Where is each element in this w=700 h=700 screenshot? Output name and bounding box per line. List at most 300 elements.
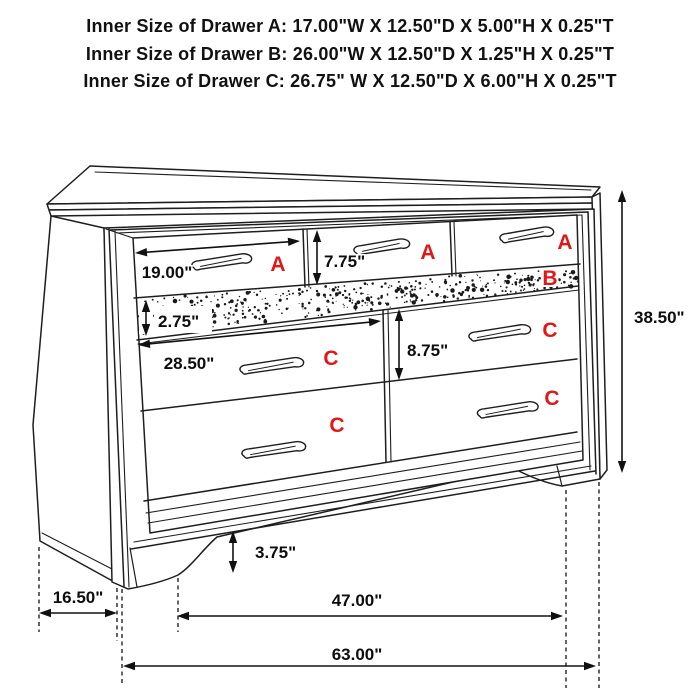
jewel-speckle xyxy=(343,304,344,305)
jewel-speckle xyxy=(242,317,244,319)
jewel-speckle xyxy=(569,273,571,275)
jewel-speckle xyxy=(342,294,344,296)
jewel-speckle xyxy=(245,316,246,317)
jewel-speckle xyxy=(368,300,370,302)
jewel-speckle xyxy=(367,284,368,285)
jewel-speckle xyxy=(344,296,347,299)
jewel-speckle xyxy=(349,300,351,302)
jewel-speckle xyxy=(515,291,517,293)
jewel-speckle xyxy=(504,282,505,283)
jewel-speckle xyxy=(577,280,579,282)
jewel-speckle xyxy=(355,309,356,310)
arrowhead xyxy=(123,662,135,670)
jewel-speckle xyxy=(265,307,268,310)
jewel-speckle xyxy=(367,294,368,295)
jewel-speckle xyxy=(332,302,334,304)
jewel-speckle xyxy=(197,302,199,304)
jewel-speckle xyxy=(487,289,489,291)
jewel-speckle xyxy=(573,277,575,279)
arrowhead xyxy=(177,612,189,620)
jewel-speckle xyxy=(367,302,368,303)
jewel-speckle xyxy=(355,292,357,294)
jewel-speckle xyxy=(431,290,434,293)
jewel-speckle xyxy=(230,314,231,315)
jewel-speckle xyxy=(507,293,508,294)
jewel-speckle xyxy=(212,326,213,327)
jewel-speckle xyxy=(269,305,271,307)
jewel-speckle xyxy=(228,317,229,318)
jewel-speckle xyxy=(527,275,529,277)
jewel-speckle xyxy=(425,284,426,285)
jewel-speckle xyxy=(289,293,291,295)
jewel-speckle xyxy=(217,299,219,301)
jewel-speckle xyxy=(337,289,339,291)
dimension-label-drawer-c-height: 8.75" xyxy=(407,341,449,360)
jewel-speckle xyxy=(254,316,257,319)
jewel-speckle xyxy=(429,278,431,280)
jewel-speckle xyxy=(431,281,433,283)
jewel-speckle xyxy=(494,282,495,283)
jewel-speckle xyxy=(226,292,228,294)
jewel-speckle xyxy=(464,276,465,277)
jewel-speckle xyxy=(569,284,574,289)
jewel-speckle xyxy=(563,273,566,276)
jewel-speckle xyxy=(528,282,530,284)
jewel-speckle xyxy=(214,295,215,296)
jewel-speckle xyxy=(524,278,527,281)
jewel-speckle xyxy=(243,298,246,301)
jewel-speckle xyxy=(471,279,473,281)
jewel-speckle xyxy=(347,307,348,308)
jewel-speckle xyxy=(415,280,417,282)
jewel-speckle xyxy=(465,282,466,283)
header-line-drawer-a: Inner Size of Drawer A: 17.00"W X 12.50"D X 5.00"H X 0.25"T xyxy=(86,16,614,36)
jewel-speckle xyxy=(184,294,187,297)
jewel-speckle xyxy=(265,298,267,300)
drawer-letter-c: C xyxy=(542,319,558,342)
jewel-speckle xyxy=(173,299,178,304)
jewel-speckle xyxy=(336,301,337,302)
jewel-speckle xyxy=(298,288,301,291)
jewel-speckle xyxy=(519,279,523,283)
jewel-speckle xyxy=(288,290,290,292)
jewel-speckle xyxy=(486,284,487,285)
jewel-speckle xyxy=(522,275,523,276)
jewel-speckle xyxy=(235,304,238,307)
jewel-speckle xyxy=(468,288,469,289)
jewel-speckle xyxy=(480,288,484,292)
jewel-speckle xyxy=(497,274,499,276)
jewel-speckle xyxy=(372,304,374,306)
arrowhead xyxy=(618,461,626,473)
jewel-speckle xyxy=(536,288,538,290)
jewel-speckle xyxy=(310,299,312,301)
jewel-speckle xyxy=(280,295,281,296)
jewel-speckle xyxy=(256,293,259,296)
jewel-speckle xyxy=(419,287,421,289)
jewel-speckle xyxy=(412,293,416,297)
jewel-speckle xyxy=(191,300,193,302)
jewel-speckle xyxy=(228,323,231,326)
jewel-speckle xyxy=(415,296,418,299)
jewel-speckle xyxy=(352,300,353,301)
jewel-speckle xyxy=(266,303,268,305)
jewel-speckle xyxy=(157,301,159,303)
jewel-speckle xyxy=(310,287,312,289)
jewel-speckle xyxy=(262,299,263,300)
jewel-speckle xyxy=(304,307,306,309)
jewel-speckle xyxy=(206,295,207,296)
arrowhead xyxy=(39,609,51,617)
jewel-speckle xyxy=(533,290,535,292)
jewel-speckle xyxy=(396,297,398,299)
jewel-speckle xyxy=(381,286,383,288)
jewel-speckle xyxy=(538,270,540,272)
jewel-speckle xyxy=(377,297,379,299)
jewel-speckle xyxy=(450,288,454,292)
jewel-speckle xyxy=(252,313,254,315)
jewel-speckle xyxy=(510,291,512,293)
jewel-speckle xyxy=(570,282,572,284)
jewel-speckle xyxy=(457,297,459,299)
jewel-speckle xyxy=(228,312,230,314)
jewel-speckle xyxy=(477,275,478,276)
dimension-label-drawer-b-height: 2.75" xyxy=(158,312,200,331)
jewel-speckle xyxy=(532,284,534,286)
drawer-letter-c: C xyxy=(329,414,345,437)
jewel-speckle xyxy=(239,296,241,298)
jewel-speckle xyxy=(306,315,308,317)
jewel-speckle xyxy=(308,302,311,305)
jewel-speckle xyxy=(196,296,198,298)
jewel-speckle xyxy=(403,292,404,293)
jewel-speckle xyxy=(360,292,362,294)
jewel-speckle xyxy=(440,296,441,297)
jewel-speckle xyxy=(344,285,346,287)
jewel-speckle xyxy=(421,299,423,301)
jewel-speckle xyxy=(458,292,461,295)
jewel-speckle xyxy=(308,312,310,314)
jewel-speckle xyxy=(370,296,372,298)
dimension-overall-height xyxy=(618,190,685,473)
jewel-speckle xyxy=(561,283,562,284)
jewel-speckle xyxy=(401,296,403,298)
jewel-speckle xyxy=(389,285,390,286)
jewel-speckle xyxy=(344,290,346,292)
jewel-speckle xyxy=(337,286,339,288)
jewel-speckle xyxy=(410,299,411,300)
jewel-speckle xyxy=(326,300,329,303)
jewel-speckle xyxy=(327,308,329,310)
jewel-speckle xyxy=(459,274,463,278)
jewel-speckle xyxy=(516,278,518,280)
jewel-speckle xyxy=(338,291,341,294)
jewel-speckle xyxy=(406,301,408,303)
jewel-speckle xyxy=(410,285,413,288)
dimension-inner-width xyxy=(177,591,563,620)
jewel-speckle xyxy=(480,280,481,281)
jewel-speckle xyxy=(344,307,345,308)
jewel-speckle xyxy=(474,286,476,288)
jewel-speckle xyxy=(410,293,412,295)
jewel-speckle xyxy=(299,303,300,304)
jewel-speckle xyxy=(304,316,306,318)
jewel-speckle xyxy=(253,292,254,293)
jewel-speckle xyxy=(439,286,441,288)
jewel-speckle xyxy=(335,286,337,288)
jewel-speckle xyxy=(359,287,361,289)
jewel-speckle xyxy=(301,305,304,308)
jewel-speckle xyxy=(449,285,451,287)
drawer-letter-a: A xyxy=(420,241,436,264)
jewel-speckle xyxy=(435,293,439,297)
jewel-speckle xyxy=(234,309,237,312)
jewel-speckle xyxy=(242,306,243,307)
jewel-speckle xyxy=(506,280,510,284)
jewel-speckle xyxy=(223,314,225,316)
jewel-speckle xyxy=(535,279,536,280)
jewel-speckle xyxy=(444,279,446,281)
jewel-speckle xyxy=(299,295,300,296)
jewel-speckle xyxy=(524,288,526,290)
jewel-speckle xyxy=(292,292,294,294)
jewel-speckle xyxy=(500,286,502,288)
jewel-speckle xyxy=(404,286,407,289)
jewel-speckle xyxy=(213,320,216,323)
jewel-speckle xyxy=(324,285,327,288)
jewel-speckle xyxy=(486,295,488,297)
drawer-letter-c: C xyxy=(323,347,339,370)
jewel-speckle xyxy=(384,282,387,285)
jewel-speckle xyxy=(318,315,319,316)
jewel-speckle xyxy=(258,309,260,311)
dimension-label-drawer-c-width: 28.50" xyxy=(163,354,215,373)
jewel-speckle xyxy=(445,282,447,284)
jewel-speckle xyxy=(279,299,282,302)
jewel-speckle xyxy=(221,296,223,298)
jewel-speckle xyxy=(524,285,526,287)
jewel-speckle xyxy=(482,286,483,287)
jewel-speckle xyxy=(534,288,535,289)
jewel-speckle xyxy=(328,311,330,313)
drawer-letter-a: A xyxy=(557,231,573,254)
jewel-speckle xyxy=(370,301,373,304)
jewel-speckle xyxy=(286,308,289,311)
jewel-speckle xyxy=(447,297,449,299)
jewel-speckle xyxy=(353,305,357,309)
dimension-label-overall-width: 63.00" xyxy=(331,645,383,664)
jewel-speckle xyxy=(200,300,203,303)
header-line-drawer-c: Inner Size of Drawer C: 26.75" W X 12.50"D X 6.00"H X 0.25"T xyxy=(83,71,617,91)
jewel-speckle xyxy=(221,294,223,296)
jewel-speckle xyxy=(361,299,364,302)
jewel-speckle xyxy=(364,282,367,285)
dimension-overall-width xyxy=(123,645,596,670)
jewel-speckle xyxy=(472,288,476,292)
jewel-speckle xyxy=(523,290,524,291)
jewel-speckle xyxy=(455,283,458,286)
jewel-speckle xyxy=(571,270,576,275)
dresser-line-art xyxy=(33,166,607,589)
jewel-speckle xyxy=(494,294,496,296)
jewel-speckle xyxy=(298,292,300,294)
jewel-speckle xyxy=(302,308,303,309)
jewel-speckle xyxy=(263,320,267,324)
jewel-speckle xyxy=(265,303,267,305)
drawer-letter-a: A xyxy=(270,253,286,276)
jewel-speckle xyxy=(259,291,261,293)
jewel-speckle xyxy=(390,306,391,307)
jewel-speckle xyxy=(237,299,239,301)
jewel-speckle xyxy=(404,295,406,297)
jewel-speckle xyxy=(563,281,566,284)
jewel-speckle xyxy=(335,292,339,296)
jewel-speckle xyxy=(506,286,508,288)
jewel-speckle xyxy=(301,303,304,306)
jewel-speckle xyxy=(301,291,303,293)
jewel-speckle xyxy=(501,290,503,292)
dimension-label-drawer-a-height: 7.75" xyxy=(324,252,366,271)
jewel-speckle xyxy=(388,287,390,289)
jewel-speckle xyxy=(316,310,318,312)
jewel-speckle xyxy=(282,293,284,295)
jewel-speckle xyxy=(344,305,345,306)
jewel-speckle xyxy=(367,305,368,306)
jewel-speckle xyxy=(286,295,287,296)
jewel-speckle xyxy=(427,294,429,296)
jewel-speckle xyxy=(487,282,489,284)
jewel-speckle xyxy=(412,300,416,304)
dimension-label-leg-height: 3.75" xyxy=(255,543,297,562)
dimension-label-inner-width: 47.00" xyxy=(331,591,383,610)
jewel-speckle xyxy=(380,296,382,298)
jewel-speckle xyxy=(350,298,351,299)
jewel-speckle xyxy=(472,297,474,299)
jewel-speckle xyxy=(278,309,279,310)
jewel-speckle xyxy=(475,287,477,289)
jewel-speckle xyxy=(448,275,450,277)
jewel-speckle xyxy=(332,298,334,300)
jewel-speckle xyxy=(370,308,373,311)
jewel-speckle xyxy=(306,290,308,292)
arrowhead xyxy=(551,612,563,620)
jewel-speckle xyxy=(329,288,330,289)
jewel-speckle xyxy=(236,303,238,305)
jewel-speckle xyxy=(465,289,467,291)
jewel-speckle xyxy=(404,302,406,304)
jewel-speckle xyxy=(424,288,425,289)
jewel-speckle xyxy=(406,293,408,295)
jewel-speckle xyxy=(316,293,320,297)
jewel-speckle xyxy=(242,310,244,312)
jewel-speckle xyxy=(558,278,561,281)
jewel-speckle xyxy=(348,294,350,296)
jewel-speckle xyxy=(446,289,448,291)
jewel-speckle xyxy=(194,304,196,306)
jewel-speckle xyxy=(241,302,244,305)
jewel-speckle xyxy=(568,285,570,287)
jewel-speckle xyxy=(443,300,445,302)
arrowhead xyxy=(618,190,626,202)
drawer-letter-c: C xyxy=(544,387,560,410)
header-line-drawer-b: Inner Size of Drawer B: 26.00"W X 12.50"D X 1.25"H X 0.25"T xyxy=(85,43,615,64)
jewel-speckle xyxy=(276,304,278,306)
jewel-speckle xyxy=(362,293,363,294)
jewel-speckle xyxy=(335,296,336,297)
jewel-speckle xyxy=(505,290,507,292)
jewel-speckle xyxy=(504,280,506,282)
jewel-speckle xyxy=(493,279,495,281)
jewel-speckle xyxy=(213,314,217,318)
jewel-speckle xyxy=(399,285,401,287)
jewel-speckle xyxy=(565,270,567,272)
jewel-speckle xyxy=(248,310,250,312)
jewel-speckle xyxy=(326,306,327,307)
arrowhead xyxy=(229,561,237,573)
jewel-speckle xyxy=(454,295,455,296)
jewel-speckle xyxy=(515,283,517,285)
jewel-speckle xyxy=(526,277,530,281)
jewel-speckle xyxy=(187,297,188,298)
jewel-speckle xyxy=(378,302,382,306)
jewel-speckle xyxy=(485,285,488,288)
jewel-speckle xyxy=(530,275,533,278)
jewel-speckle xyxy=(248,292,250,294)
jewel-speckle xyxy=(391,285,393,287)
jewel-speckle xyxy=(224,303,226,305)
jewel-speckle xyxy=(385,302,387,304)
jewel-speckle xyxy=(353,288,355,290)
jewel-speckle xyxy=(224,316,226,318)
dimension-label-overall-height: 38.50" xyxy=(634,308,685,327)
jewel-speckle xyxy=(418,282,421,285)
jewel-speckle xyxy=(530,278,533,281)
jewel-speckle xyxy=(321,314,323,316)
jewel-speckle xyxy=(514,273,516,275)
jewel-speckle xyxy=(323,294,326,297)
jewel-speckle xyxy=(152,299,154,301)
jewel-speckle xyxy=(230,307,232,309)
jewel-speckle xyxy=(468,295,470,297)
jewel-speckle xyxy=(414,286,416,288)
jewel-speckle xyxy=(260,312,261,313)
jewel-speckle xyxy=(163,297,165,299)
jewel-speckle xyxy=(214,312,216,314)
jewel-speckle xyxy=(520,290,522,292)
jewel-speckle xyxy=(411,289,413,291)
jewel-speckle xyxy=(521,286,523,288)
jewel-speckle xyxy=(409,282,411,284)
jewel-speckle xyxy=(537,279,539,281)
jewel-speckle xyxy=(329,294,331,296)
jewel-speckle xyxy=(410,301,411,302)
jewel-speckle xyxy=(281,312,283,314)
jewel-speckle xyxy=(276,294,277,295)
jewel-speckle xyxy=(234,322,235,323)
jewel-speckle xyxy=(387,294,388,295)
arrowhead xyxy=(584,662,596,670)
jewel-speckle xyxy=(248,307,249,308)
jewel-speckle xyxy=(483,294,484,295)
drawer-letter-b: B xyxy=(542,267,558,290)
jewel-speckle xyxy=(215,322,216,323)
jewel-speckle xyxy=(569,276,572,279)
jewel-speckle xyxy=(401,288,403,290)
jewel-speckle xyxy=(362,305,363,306)
jewel-speckle xyxy=(510,276,512,278)
jewel-speckle xyxy=(459,281,461,283)
jewel-speckle xyxy=(443,295,447,299)
